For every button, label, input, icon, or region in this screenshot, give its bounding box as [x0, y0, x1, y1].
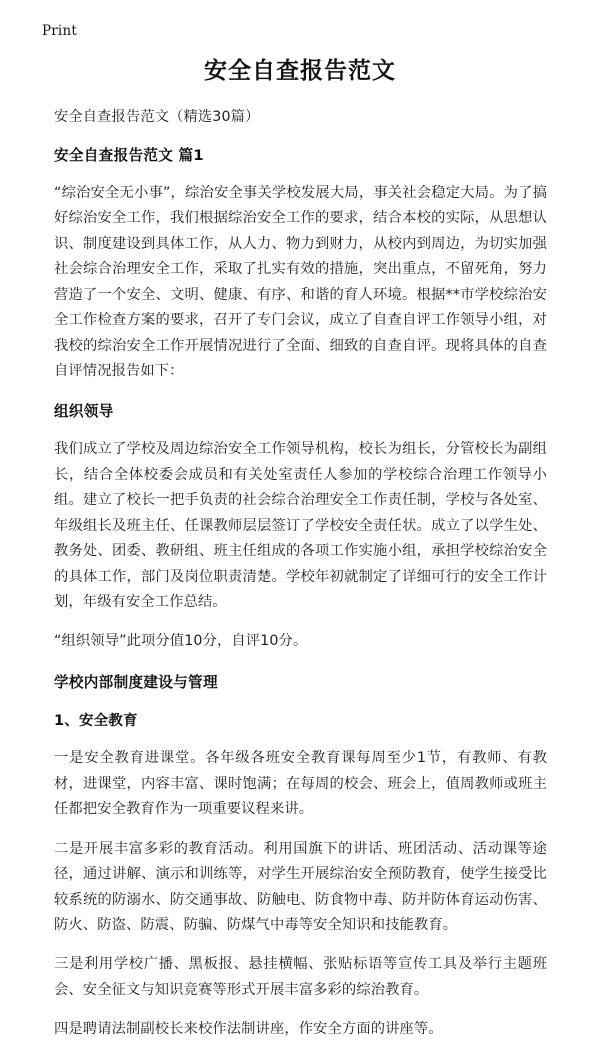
document-body	[0, 107, 600, 1043]
section-heading-internal-system: 学校内部制度建设与管理	[54, 673, 218, 691]
print-link[interactable]: Print	[42, 23, 77, 39]
section-paragraph: 我们成立了学校及周边综治安全工作领导机构，校长为组长，分管校长为副组长，结合全体校委会成员和有关处室责任人参加的学校综合治理工作领导小组。建立了校长一把手负责的社会综合治理安全工作责任制，学校与各处室、年级组长及班主任、任课教师层层签订了学校安全责任状。成立了以学生处、教务处、团委、教研组、班主任组成的各项工作实施小组，承担学校综治安全的具体工作，部门及岗位职责清楚。学校年初就制定了详细可行的安全工作计划，年级有安全工作总结。	[54, 441, 547, 610]
section-heading-pian1: 安全自查报告范文 篇1	[54, 147, 204, 165]
section-paragraph-score: “组织领导”此项分值10分，自评10分。	[54, 633, 308, 650]
subsection-paragraph: 二是开展丰富多彩的教育活动。利用国旗下的讲话、班团活动、活动课等途径，通过讲解、演示和训练等，对学生开展综治安全预防教育，使学生接受比较系统的防溺水、防交通事故、防触电、防食物中毒、防并防体育运动伤害、防火、防盗、防震、防骗、防煤气中毒等安全知识和技能教育。	[54, 840, 547, 933]
page-title: 安全自查报告范文	[204, 58, 396, 84]
subsection-paragraph: 四是聘请法制副校长来校作法制讲座，作安全方面的讲座等。	[54, 1021, 443, 1038]
subsection-paragraph: 一是安全教育进课堂。各年级各班安全教育课每周至少1节，有教师、有教材，进课堂，内容丰富、课时饱满；在每周的校会、班会上，值周教师或班主任都把安全教育作为一项重要议程来讲。	[54, 750, 547, 818]
subsection-heading-safety-education: 1、安全教育	[54, 712, 138, 729]
document-subtitle: 安全自查报告范文（精选30篇）	[54, 108, 260, 125]
section-paragraph: “综治安全无小事”，综治安全事关学校发展大局，事关社会稳定大局。为了搞好综治安全工作，我们根据综治安全工作的要求，结合本校的实际，从思想认识、制度建设到具体工作，从人力、物力到财力，从校内到周边，为切实加强社会综合治理安全工作，采取了扎实有效的措施，突出重点，不留死角，努力营造了一个安全、文明、健康、有序、和谐的育人环境。根据**市学校综治安全工作检查方案的要求，召开了专门会议，成立了自查自评工作领导小组，对我校的综治安全工作开展情况进行了全面、细致的自查自评。现将具体的自查自评情况报告如下：	[54, 184, 547, 379]
subsection-paragraph: 三是利用学校广播、黑板报、悬挂横幅、张贴标语等宣传工具及举行主题班会、安全征文与知识竞赛等形式开展丰富多彩的综治教育。	[54, 956, 547, 998]
section-heading-organization-leadership: 组织领导	[54, 403, 114, 421]
print-toolbar	[0, 0, 600, 39]
